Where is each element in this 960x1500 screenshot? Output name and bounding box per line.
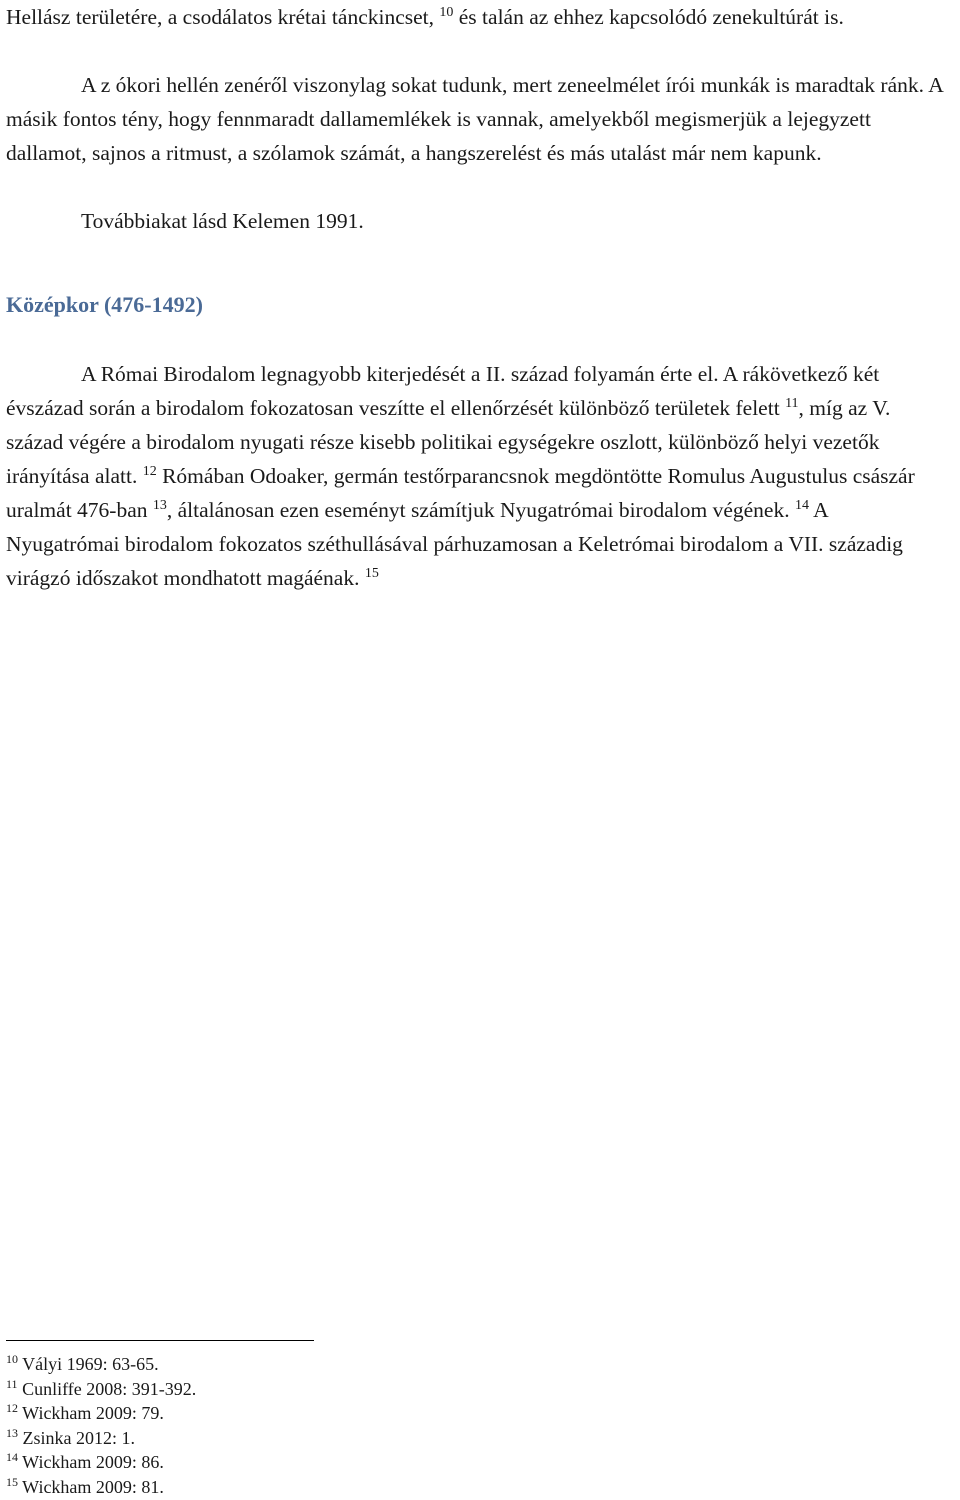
footnote-number: 10 — [6, 1352, 18, 1366]
paragraph-hellen-music: A z ókori hellén zenéről viszonylag sokat tudunk, mert zeneelmélet írói munkák is maradtak ránk. A másik fontos tény, hogy fennmaradt dallamemlékek is vannak, amelyekből megismerjük a lejegyzett dallamot, sajnos a ritmust, a szólamok számát, a hangszerelést és más utalást már nem kapunk. — [6, 73, 943, 165]
footnote-text: Zsinka 2012: 1. — [18, 1427, 135, 1448]
footnote-ref-15[interactable]: 15 — [364, 565, 379, 581]
footnote-item — [6, 1426, 606, 1451]
paragraph-text: Hellász területére, a csodálatos krétai tánckincset, — [6, 5, 440, 29]
footnote-item — [6, 1377, 606, 1402]
paragraph-text: A Nyugatrómai birodalom fokozatos széthullásával párhuzamosan a Keletrómai birodalom a VII. századig virágzó időszakot mondhatott magáénak. — [6, 498, 903, 590]
footnote-ref-10[interactable]: 10 — [439, 4, 454, 20]
footnote-ref-11[interactable]: 11 — [785, 395, 799, 411]
footnote-text: Wickham 2009: 86. — [18, 1452, 164, 1473]
paragraph-text: Rómában Odoaker, germán testőrparancsnok megdöntötte Romulus Augustulus császár uralmát 476-ban — [6, 464, 915, 522]
footnote-text: Wickham 2009: 81. — [18, 1476, 164, 1497]
footnote-ref-13[interactable]: 13 — [152, 497, 167, 513]
footnotes-list — [6, 1352, 606, 1500]
paragraph-text: , általánosan ezen eseményt számítjuk Nyugatrómai birodalom végének. — [166, 498, 795, 522]
section-heading-kozepkor: Középkor (476-1492) — [6, 292, 203, 317]
footnote-text: Vályi 1969: 63-65. — [18, 1354, 159, 1374]
paragraph-text: , míg az V. század végére a birodalom nyugati része kisebb politikai egységekre oszlott, különböző helyi vezetők irányítása alatt. — [6, 396, 891, 488]
paragraph-text: A Római Birodalom legnagyobb kiterjedését a II. század folyamán érte el. A rákövetkező két évszázad során a birodalom fokozatosan veszítte el ellenőrzését különböző területek felett — [6, 362, 880, 420]
footnote-separator — [6, 1340, 314, 1341]
footnote-number: 11 — [6, 1376, 18, 1391]
footnote-ref-12[interactable]: 12 — [142, 463, 157, 479]
footnote-item — [6, 1352, 606, 1377]
footnote-number: 13 — [6, 1425, 18, 1440]
paragraph-roman-empire — [6, 357, 946, 595]
paragraph-intro — [6, 0, 946, 34]
footnote-number: 12 — [6, 1401, 18, 1416]
footnote-number: 14 — [6, 1450, 18, 1465]
footnote-item — [6, 1401, 606, 1426]
footnote-text: Wickham 2009: 79. — [18, 1403, 164, 1424]
footnote-number: 15 — [6, 1474, 18, 1489]
paragraph-text: és talán az ehhez kapcsolódó zenekultúrát is. — [453, 5, 844, 29]
footnote-text: Cunliffe 2008: 391-392. — [17, 1378, 197, 1399]
footnote-ref-14[interactable]: 14 — [794, 497, 809, 513]
paragraph-further-reading: Továbbiakat lásd Kelemen 1991. — [81, 209, 364, 233]
footnote-item — [6, 1475, 606, 1500]
footnote-item — [6, 1450, 606, 1475]
